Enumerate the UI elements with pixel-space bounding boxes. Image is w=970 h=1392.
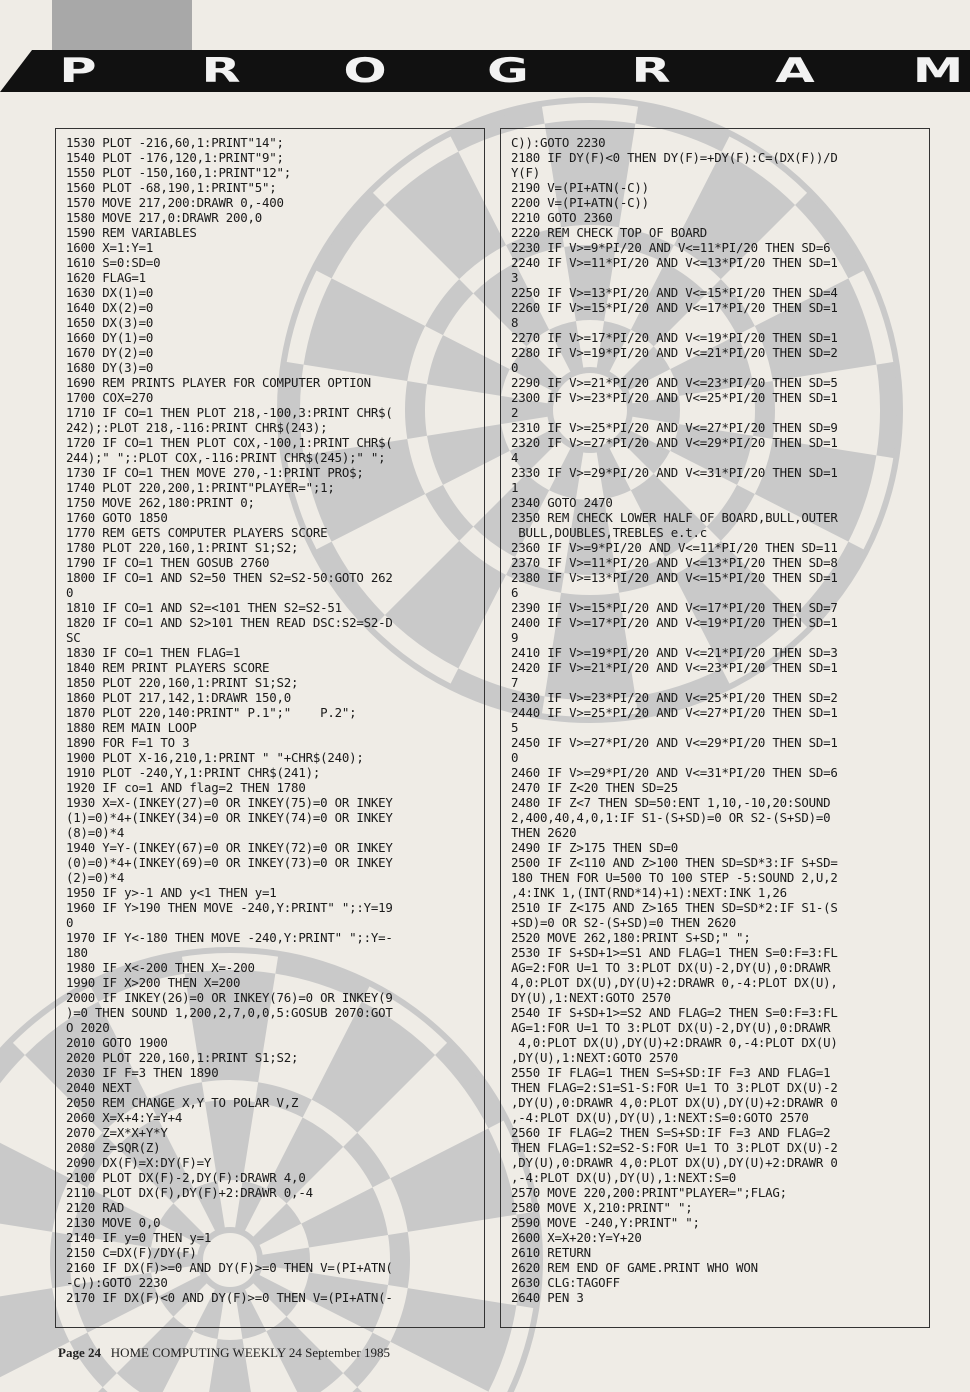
code-line: 2540 IF S+SD+1>=S2 AND FLAG=2 THEN S=0:F=3:FL: [511, 1005, 838, 1020]
program-banner-letters: [58, 50, 964, 92]
code-line: ,DY(U),0:DRAWR 4,0:PLOT DX(U),DY(U)+2:DRAWR 0: [511, 1155, 838, 1170]
code-line: 1790 IF CO=1 THEN GOSUB 2760: [66, 555, 270, 570]
code-line: 1820 IF CO=1 AND S2>101 THEN READ DSC:S2=S2-D: [66, 615, 393, 630]
code-line: AG=1:FOR U=1 TO 3:PLOT DX(U)-2,DY(U),0:DRAWR: [511, 1020, 831, 1035]
code-line: 2550 IF FLAG=1 THEN S=S+SD:IF F=3 AND FLAG=1: [511, 1065, 831, 1080]
code-line: 1890 FOR F=1 TO 3: [66, 735, 190, 750]
code-line: ,-4:PLOT DX(U),DY(U),1:NEXT:S=0: [511, 1170, 737, 1185]
code-line: -C)):GOTO 2230: [66, 1275, 168, 1290]
code-line: 2000 IF INKEY(26)=0 OR INKEY(76)=0 OR INKEY(9: [66, 990, 393, 1005]
code-line: 2: [511, 405, 519, 420]
code-line: 2,400,40,4,0,1:IF S1-(S+SD)=0 OR S2-(S+SD)=0: [511, 810, 831, 825]
code-line: 1650 DX(3)=0: [66, 315, 154, 330]
banner-letter: O: [342, 51, 387, 91]
code-line: 2270 IF V>=17*PI/20 AND V<=19*PI/20 THEN SD=1: [511, 330, 838, 345]
code-line: +SD)=0 OR S2-(S+SD)=0 THEN 2620: [511, 915, 737, 930]
code-line: 180 THEN FOR U=500 TO 100 STEP -5:SOUND 2,U,2: [511, 870, 838, 885]
code-listing-left: [56, 129, 484, 1305]
code-line: 4,0:PLOT DX(U),DY(U)+2:DRAWR 0,-4:PLOT DX(U),: [511, 975, 838, 990]
code-line: 2090 DX(F)=X:DY(F)=Y: [66, 1155, 212, 1170]
code-line: 2610 RETURN: [511, 1245, 591, 1260]
code-line: ,DY(U),1:NEXT:GOTO 2570: [511, 1050, 678, 1065]
code-line: 2020 PLOT 220,160,1:PRINT S1;S2;: [66, 1050, 299, 1065]
code-line: 1530 PLOT -216,60,1:PRINT"14";: [66, 135, 284, 150]
code-line: 1840 REM PRINT PLAYERS SCORE: [66, 660, 270, 675]
banner-letter: P: [59, 51, 97, 91]
code-line: DY(U),1:NEXT:GOTO 2570: [511, 990, 671, 1005]
code-line: 1690 REM PRINTS PLAYER FOR COMPUTER OPTION: [66, 375, 371, 390]
code-line: O 2020: [66, 1020, 110, 1035]
code-listing-right: [501, 129, 929, 1305]
code-line: AG=2:FOR U=1 TO 3:PLOT DX(U)-2,DY(U),0:DRAWR: [511, 960, 831, 975]
code-line: 1620 FLAG=1: [66, 270, 146, 285]
code-line: 2210 GOTO 2360: [511, 210, 613, 225]
code-line: 2440 IF V>=25*PI/20 AND V<=27*PI/20 THEN SD=1: [511, 705, 838, 720]
code-line: 0: [66, 915, 74, 930]
code-line: 1540 PLOT -176,120,1:PRINT"9";: [66, 150, 284, 165]
code-line: ,DY(U),0:DRAWR 4,0:PLOT DX(U),DY(U)+2:DRAWR 0: [511, 1095, 838, 1110]
code-line: 1580 MOVE 217,0:DRAWR 200,0: [66, 210, 263, 225]
code-line: 2130 MOVE 0,0: [66, 1215, 161, 1230]
code-line: 244);" ";:PLOT COX,-116:PRINT CHR$(245);" ";: [66, 450, 386, 465]
code-line: 1990 IF X>200 THEN X=200: [66, 975, 241, 990]
banner-letter: R: [201, 51, 241, 91]
code-line: 2620 REM END OF GAME.PRINT WHO WON: [511, 1260, 758, 1275]
code-line: 2240 IF V>=11*PI/20 AND V<=13*PI/20 THEN SD=1: [511, 255, 838, 270]
code-line: 2070 Z=X*X+Y*Y: [66, 1125, 168, 1140]
code-line: (8)=0)*4: [66, 825, 125, 840]
code-line: 2050 REM CHANGE X,Y TO POLAR V,Z: [66, 1095, 299, 1110]
code-line: BULL,DOUBLES,TREBLES e.t.c: [511, 525, 708, 540]
code-line: (2)=0)*4: [66, 870, 125, 885]
code-line: 2640 PEN 3: [511, 1290, 584, 1305]
dartboard-segment: [0, 1041, 25, 1129]
code-line: 1830 IF CO=1 THEN FLAG=1: [66, 645, 241, 660]
code-line: 2630 CLG:TAGOFF: [511, 1275, 620, 1290]
code-line: 2110 PLOT DX(F),DY(F)+2:DRAWR 0,-4: [66, 1185, 313, 1200]
code-line: 2200 V=(PI+ATN(-C)): [511, 195, 649, 210]
code-line: 1: [511, 480, 519, 495]
code-line: 2500 IF Z<110 AND Z>100 THEN SD=SD*3:IF S+SD=: [511, 855, 838, 870]
banner-letter: A: [774, 51, 815, 91]
code-line: ,-4:PLOT DX(U),DY(U),1:NEXT:S=0:GOTO 2570: [511, 1110, 809, 1125]
code-line: 2360 IF V>=9*PI/20 AND V<=11*PI/20 THEN SD=11: [511, 540, 838, 555]
code-line: 2600 X=X+20:Y=Y+20: [511, 1230, 642, 1245]
code-line: 2490 IF Z>175 THEN SD=0: [511, 840, 678, 855]
code-line: 9: [511, 630, 519, 645]
code-line: 1800 IF CO=1 AND S2=50 THEN S2=S2-50:GOTO 262: [66, 570, 393, 585]
code-line: 1600 X=1:Y=1: [66, 240, 154, 255]
code-line: 1870 PLOT 220,140:PRINT" P.1";" P.2";: [66, 705, 357, 720]
code-line: 2250 IF V>=13*PI/20 AND V<=15*PI/20 THEN SD=4: [511, 285, 838, 300]
code-line: 2160 IF DX(F)>=0 AND DY(F)>=0 THEN V=(PI+ATN(: [66, 1260, 393, 1275]
code-line: 7: [511, 675, 519, 690]
code-line: THEN FLAG=1:S2=S2-S:FOR U=1 TO 3:PLOT DX(U)-2: [511, 1140, 838, 1155]
code-line: 2350 REM CHECK LOWER HALF OF BOARD,BULL,OUTER: [511, 510, 838, 525]
code-line: 1670 DY(2)=0: [66, 345, 154, 360]
code-line: 2030 IF F=3 THEN 1890: [66, 1065, 219, 1080]
code-line: 1730 IF CO=1 THEN MOVE 270,-1:PRINT PRO$;: [66, 465, 364, 480]
code-line: 1880 REM MAIN LOOP: [66, 720, 197, 735]
code-line: 2390 IF V>=15*PI/20 AND V<=17*PI/20 THEN SD=7: [511, 600, 838, 615]
code-line: 1950 IF y>-1 AND y<1 THEN y=1: [66, 885, 277, 900]
code-line: 2420 IF V>=21*PI/20 AND V<=23*PI/20 THEN SD=1: [511, 660, 838, 675]
code-line: 2100 PLOT DX(F)-2,DY(F):DRAWR 4,0: [66, 1170, 306, 1185]
code-line: 2580 MOVE X,210:PRINT" ";: [511, 1200, 693, 1215]
code-line: 2280 IF V>=19*PI/20 AND V<=21*PI/20 THEN SD=2: [511, 345, 838, 360]
code-line: 2060 X=X+4:Y=Y+4: [66, 1110, 183, 1125]
code-line: 8: [511, 315, 519, 330]
code-line: 2140 IF y=0 THEN y=1: [66, 1230, 212, 1245]
code-line: 1700 COX=270: [66, 390, 154, 405]
code-line: 2530 IF S+SD+1>=S1 AND FLAG=1 THEN S=0:F=3:FL: [511, 945, 838, 960]
code-line: 2010 GOTO 1900: [66, 1035, 168, 1050]
code-line: 2590 MOVE -240,Y:PRINT" ";: [511, 1215, 700, 1230]
code-line: 1590 REM VARIABLES: [66, 225, 197, 240]
code-line: THEN 2620: [511, 825, 577, 840]
code-line: 2430 IF V>=23*PI/20 AND V<=25*PI/20 THEN SD=2: [511, 690, 838, 705]
code-line: THEN FLAG=2:S1=S1-S:FOR U=1 TO 3:PLOT DX(U)-2: [511, 1080, 838, 1095]
code-line: 1720 IF CO=1 THEN PLOT COX,-100,1:PRINT CHR$(: [66, 435, 393, 450]
code-line: 2120 RAD: [66, 1200, 125, 1215]
code-line: 2370 IF V>=11*PI/20 AND V<=13*PI/20 THEN SD=8: [511, 555, 838, 570]
code-line: 2560 IF FLAG=2 THEN S=S+SD:IF F=3 AND FLAG=2: [511, 1125, 831, 1140]
code-line: 1610 S=0:SD=0: [66, 255, 161, 270]
code-line: 1550 PLOT -150,160,1:PRINT"12";: [66, 165, 292, 180]
code-line: (1)=0)*4+(INKEY(34)=0 OR INKEY(74)=0 OR INKEY: [66, 810, 393, 825]
code-line: 1810 IF CO=1 AND S2=<101 THEN S2=S2-51: [66, 600, 342, 615]
code-line: 2400 IF V>=17*PI/20 AND V<=19*PI/20 THEN SD=1: [511, 615, 838, 630]
code-line: 1860 PLOT 217,142,1:DRAWR 150,0: [66, 690, 292, 705]
code-line: 0: [66, 585, 74, 600]
listing-column-right: [500, 128, 930, 1328]
code-line: 6: [511, 585, 519, 600]
code-line: 4,0:PLOT DX(U),DY(U)+2:DRAWR 0,-4:PLOT DX(U): [511, 1035, 838, 1050]
dartboard-segment: [25, 1387, 148, 1392]
code-line: 2460 IF V>=29*PI/20 AND V<=31*PI/20 THEN SD=6: [511, 765, 838, 780]
code-line: 2320 IF V>=27*PI/20 AND V<=29*PI/20 THEN SD=1: [511, 435, 838, 450]
dartboard-segment: [312, 1387, 435, 1392]
code-line: Y(F): [511, 165, 541, 180]
code-line: 1940 Y=Y-(INKEY(67)=0 OR INKEY(72)=0 OR INKEY: [66, 840, 393, 855]
code-line: 1780 PLOT 220,160,1:PRINT S1;S2;: [66, 540, 299, 555]
code-line: 2290 IF V>=21*PI/20 AND V<=23*PI/20 THEN SD=5: [511, 375, 838, 390]
code-line: 2300 IF V>=23*PI/20 AND V<=25*PI/20 THEN SD=1: [511, 390, 838, 405]
code-line: 2310 IF V>=25*PI/20 AND V<=27*PI/20 THEN SD=9: [511, 420, 838, 435]
code-line: 1560 PLOT -68,190,1:PRINT"5";: [66, 180, 277, 195]
code-line: 0: [511, 750, 519, 765]
code-line: 1920 IF co=1 AND flag=2 THEN 1780: [66, 780, 306, 795]
code-line: 3: [511, 270, 519, 285]
code-line: SC: [66, 630, 81, 645]
banner-letter: M: [912, 51, 964, 91]
code-line: 2080 Z=SQR(Z): [66, 1140, 161, 1155]
code-line: 1750 MOVE 262,180:PRINT 0;: [66, 495, 255, 510]
code-line: 2230 IF V>=9*PI/20 AND V<=11*PI/20 THEN SD=6: [511, 240, 831, 255]
code-line: 1640 DX(2)=0: [66, 300, 154, 315]
code-line: 2330 IF V>=29*PI/20 AND V<=31*PI/20 THEN SD=1: [511, 465, 838, 480]
code-line: 2380 IF V>=13*PI/20 AND V<=15*PI/20 THEN SD=1: [511, 570, 838, 585]
code-line: 2570 MOVE 220,200:PRINT"PLAYER=";FLAG;: [511, 1185, 787, 1200]
code-line: 1960 IF Y>190 THEN MOVE -240,Y:PRINT" ";:Y=19: [66, 900, 393, 915]
code-line: ,4:INK 1,(INT(RND*14)+1):NEXT:INK 1,26: [511, 885, 787, 900]
code-line: 1680 DY(3)=0: [66, 360, 154, 375]
code-line: 180: [66, 945, 88, 960]
page-number: Page 24: [58, 1345, 101, 1360]
code-line: 5: [511, 720, 519, 735]
listing-column-left: [55, 128, 485, 1328]
code-line: 2150 C=DX(F)/DY(F): [66, 1245, 197, 1260]
code-line: 1710 IF CO=1 THEN PLOT 218,-100,3:PRINT CHR$(: [66, 405, 393, 420]
publication-line: HOME COMPUTING WEEKLY 24 September 1985: [110, 1345, 390, 1360]
code-line: 1930 X=X-(INKEY(27)=0 OR INKEY(75)=0 OR INKEY: [66, 795, 393, 810]
code-line: 2220 REM CHECK TOP OF BOARD: [511, 225, 708, 240]
code-line: 2520 MOVE 262,180:PRINT S+SD;" ";: [511, 930, 751, 945]
code-line: )=0 THEN SOUND 1,200,2,7,0,0,5:GOSUB 2070:GOT: [66, 1005, 393, 1020]
code-line: 1900 PLOT X-16,210,1:PRINT " "+CHR$(240);: [66, 750, 364, 765]
code-line: 1770 REM GETS COMPUTER PLAYERS SCORE: [66, 525, 328, 540]
code-line: 1910 PLOT -240,Y,1:PRINT CHR$(241);: [66, 765, 321, 780]
code-line: 2510 IF Z<175 AND Z>165 THEN SD=SD*2:IF S1-(S: [511, 900, 838, 915]
code-line: 2170 IF DX(F)<0 AND DY(F)>=0 THEN V=(PI+ATN(-: [66, 1290, 393, 1305]
code-line: 1630 DX(1)=0: [66, 285, 154, 300]
code-line: 1760 GOTO 1850: [66, 510, 168, 525]
page-footer: [58, 1345, 390, 1361]
code-line: 2480 IF Z<7 THEN SD=50:ENT 1,10,-10,20:SOUND: [511, 795, 831, 810]
code-line: 4: [511, 450, 519, 465]
code-line: 242);:PLOT 218,-116:PRINT CHR$(243);: [66, 420, 328, 435]
code-line: 2470 IF Z<20 THEN SD=25: [511, 780, 678, 795]
code-line: 1740 PLOT 220,200,1:PRINT"PLAYER=";1;: [66, 480, 335, 495]
code-line: 2450 IF V>=27*PI/20 AND V<=29*PI/20 THEN SD=1: [511, 735, 838, 750]
code-line: 2180 IF DY(F)<0 THEN DY(F)=+DY(F):C=(DX(F))/D: [511, 150, 838, 165]
code-line: (0)=0)*4+(INKEY(69)=0 OR INKEY(73)=0 OR INKEY: [66, 855, 393, 870]
banner-letter: R: [631, 51, 671, 91]
code-line: 2190 V=(PI+ATN(-C)): [511, 180, 649, 195]
code-line: 0: [511, 360, 519, 375]
code-line: C)):GOTO 2230: [511, 135, 606, 150]
code-line: 1660 DY(1)=0: [66, 330, 154, 345]
code-line: 1980 IF X<-200 THEN X=-200: [66, 960, 255, 975]
code-line: 1570 MOVE 217,200:DRAWR 0,-400: [66, 195, 284, 210]
code-line: 2260 IF V>=15*PI/20 AND V<=17*PI/20 THEN SD=1: [511, 300, 838, 315]
banner-letter: G: [487, 51, 529, 91]
code-line: 2040 NEXT: [66, 1080, 132, 1095]
code-line: 2340 GOTO 2470: [511, 495, 613, 510]
code-line: 1970 IF Y<-180 THEN MOVE -240,Y:PRINT" ";:Y=-: [66, 930, 393, 945]
code-line: 2410 IF V>=19*PI/20 AND V<=21*PI/20 THEN SD=3: [511, 645, 838, 660]
code-line: 1850 PLOT 220,160,1:PRINT S1;S2;: [66, 675, 299, 690]
